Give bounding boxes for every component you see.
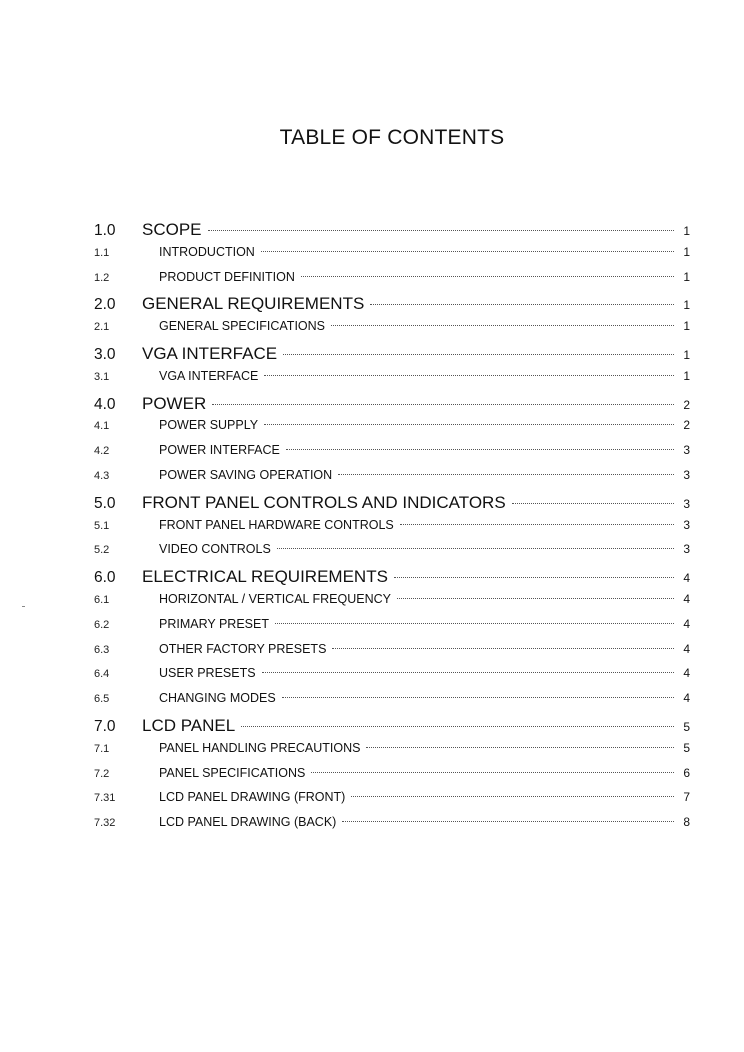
section-title: VIDEO CONTROLS [159, 542, 271, 557]
section-title: GENERAL REQUIREMENTS [142, 294, 365, 314]
section-number: 7.31 [94, 792, 116, 805]
toc-entry-2-0 [94, 294, 690, 319]
toc-entry-7-2 [94, 766, 690, 791]
page-number: 3 [683, 496, 690, 511]
toc-entry-7-1 [94, 741, 690, 766]
scan-artifact [22, 606, 25, 607]
dot-leader [351, 796, 674, 797]
section-title: GENERAL SPECIFICATIONS [159, 319, 326, 334]
section-number: 5.2 [94, 544, 110, 557]
page-number: 1 [683, 269, 690, 284]
section-number: 7.0 [94, 717, 116, 735]
toc-entry-6-4 [94, 666, 690, 691]
section-title: LCD PANEL [142, 715, 236, 735]
dot-leader [394, 577, 674, 578]
toc-entry-7-0 [94, 716, 690, 741]
section-title: CHANGING MODES [159, 691, 276, 706]
toc-entry-2-1 [94, 319, 690, 344]
section-number: 4.3 [94, 469, 110, 482]
page-number: 4 [683, 591, 690, 606]
page-number: 4 [683, 666, 690, 681]
page-number: 4 [683, 616, 690, 631]
section-title: PRIMARY PRESET [159, 616, 269, 631]
toc-entry-4-1 [94, 418, 690, 443]
toc-entry-1-0 [94, 220, 690, 245]
section-number: 7.32 [94, 817, 116, 830]
section-number: 1.2 [94, 271, 110, 284]
toc-entry-3-0 [94, 344, 690, 369]
section-title: HORIZONTAL / VERTICAL FREQUENCY [159, 591, 391, 606]
dot-leader [286, 449, 674, 450]
page-number: 3 [683, 467, 690, 482]
dot-leader [275, 623, 674, 624]
toc-entry-7-32 [94, 815, 690, 840]
section-title: LCD PANEL DRAWING (FRONT) [159, 790, 346, 805]
section-title: POWER [142, 393, 207, 413]
page-number: 3 [683, 443, 690, 458]
toc-entry-4-0 [94, 394, 690, 419]
section-title: LCD PANEL DRAWING (BACK) [159, 815, 337, 830]
dot-leader [208, 230, 674, 231]
table-of-contents [94, 220, 690, 840]
dot-leader [241, 726, 674, 727]
section-number: 5.0 [94, 494, 116, 512]
page-number: 3 [683, 517, 690, 532]
dot-leader [264, 424, 674, 425]
toc-entry-6-1 [94, 592, 690, 617]
page-number: 1 [683, 244, 690, 259]
section-title: PANEL HANDLING PRECAUTIONS [159, 740, 361, 755]
toc-entry-4-3 [94, 468, 690, 493]
dot-leader [311, 772, 674, 773]
section-title: SCOPE [142, 220, 202, 239]
section-number: 4.0 [94, 395, 116, 413]
dot-leader [301, 276, 674, 277]
section-title: OTHER FACTORY PRESETS [159, 641, 327, 656]
section-number: 4.1 [94, 420, 110, 433]
dot-leader [264, 375, 674, 376]
page-number: 2 [683, 418, 690, 433]
dot-leader [283, 354, 674, 355]
section-number: 3.0 [94, 345, 116, 363]
section-number: 6.5 [94, 693, 110, 706]
dot-leader [342, 821, 674, 822]
page-number: 3 [683, 542, 690, 557]
section-number: 4.2 [94, 445, 110, 458]
section-number: 7.1 [94, 742, 110, 755]
dot-leader [400, 524, 674, 525]
toc-entry-6-3 [94, 642, 690, 667]
page-number: 4 [683, 641, 690, 656]
section-number: 5.1 [94, 519, 110, 532]
page-number: 1 [683, 224, 690, 238]
dot-leader [338, 474, 674, 475]
toc-entry-3-1 [94, 369, 690, 394]
toc-entry-5-2 [94, 542, 690, 567]
page-number: 5 [683, 719, 690, 734]
page-number: 1 [683, 298, 690, 313]
section-title: USER PRESETS [159, 666, 256, 681]
toc-entry-6-2 [94, 617, 690, 642]
page-number: 1 [683, 368, 690, 383]
page-title: TABLE OF CONTENTS [279, 126, 505, 149]
page-number: 1 [683, 347, 690, 362]
section-title: FRONT PANEL CONTROLS AND INDICATORS [142, 492, 506, 512]
dot-leader [331, 325, 674, 326]
section-title: POWER INTERFACE [159, 443, 280, 458]
section-number: 1.0 [94, 222, 116, 239]
page-number: 6 [683, 765, 690, 780]
dot-leader [332, 648, 674, 649]
toc-entry-1-2 [94, 270, 690, 295]
section-title: VGA INTERFACE [142, 343, 278, 363]
dot-leader [277, 548, 674, 549]
section-title: PRODUCT DEFINITION [159, 269, 295, 284]
section-title: ELECTRICAL REQUIREMENTS [142, 567, 388, 587]
section-title: POWER SUPPLY [159, 418, 259, 433]
section-number: 6.1 [94, 593, 110, 606]
page-number: 4 [683, 571, 690, 586]
toc-entry-5-0 [94, 493, 690, 518]
section-number: 2.0 [94, 296, 116, 314]
page-number: 7 [683, 790, 690, 805]
toc-entry-1-1 [94, 245, 690, 270]
dot-leader [366, 747, 674, 748]
toc-entry-4-2 [94, 443, 690, 468]
section-title: INTRODUCTION [159, 244, 255, 259]
dot-leader [370, 304, 674, 305]
section-title: POWER SAVING OPERATION [159, 467, 333, 482]
section-number: 6.0 [94, 569, 116, 587]
toc-entry-7-31 [94, 790, 690, 815]
page-number: 2 [683, 397, 690, 412]
dot-leader [512, 503, 674, 504]
section-number: 6.4 [94, 668, 110, 681]
section-number: 7.2 [94, 767, 110, 780]
toc-entry-6-0 [94, 567, 690, 592]
section-number: 3.1 [94, 370, 110, 383]
dot-leader [212, 404, 674, 405]
section-title: FRONT PANEL HARDWARE CONTROLS [159, 517, 394, 532]
toc-entry-5-1 [94, 518, 690, 543]
section-number: 1.1 [94, 246, 110, 259]
dot-leader [397, 598, 674, 599]
page-number: 4 [683, 691, 690, 706]
dot-leader [262, 672, 674, 673]
section-number: 6.3 [94, 643, 110, 656]
section-title: VGA INTERFACE [159, 368, 259, 383]
dot-leader [261, 251, 674, 252]
page-number: 8 [683, 815, 690, 830]
toc-entry-6-5 [94, 691, 690, 716]
section-number: 2.1 [94, 321, 110, 334]
page-number: 1 [683, 319, 690, 334]
section-number: 6.2 [94, 618, 110, 631]
dot-leader [282, 697, 674, 698]
page-number: 5 [683, 740, 690, 755]
section-title: PANEL SPECIFICATIONS [159, 765, 306, 780]
